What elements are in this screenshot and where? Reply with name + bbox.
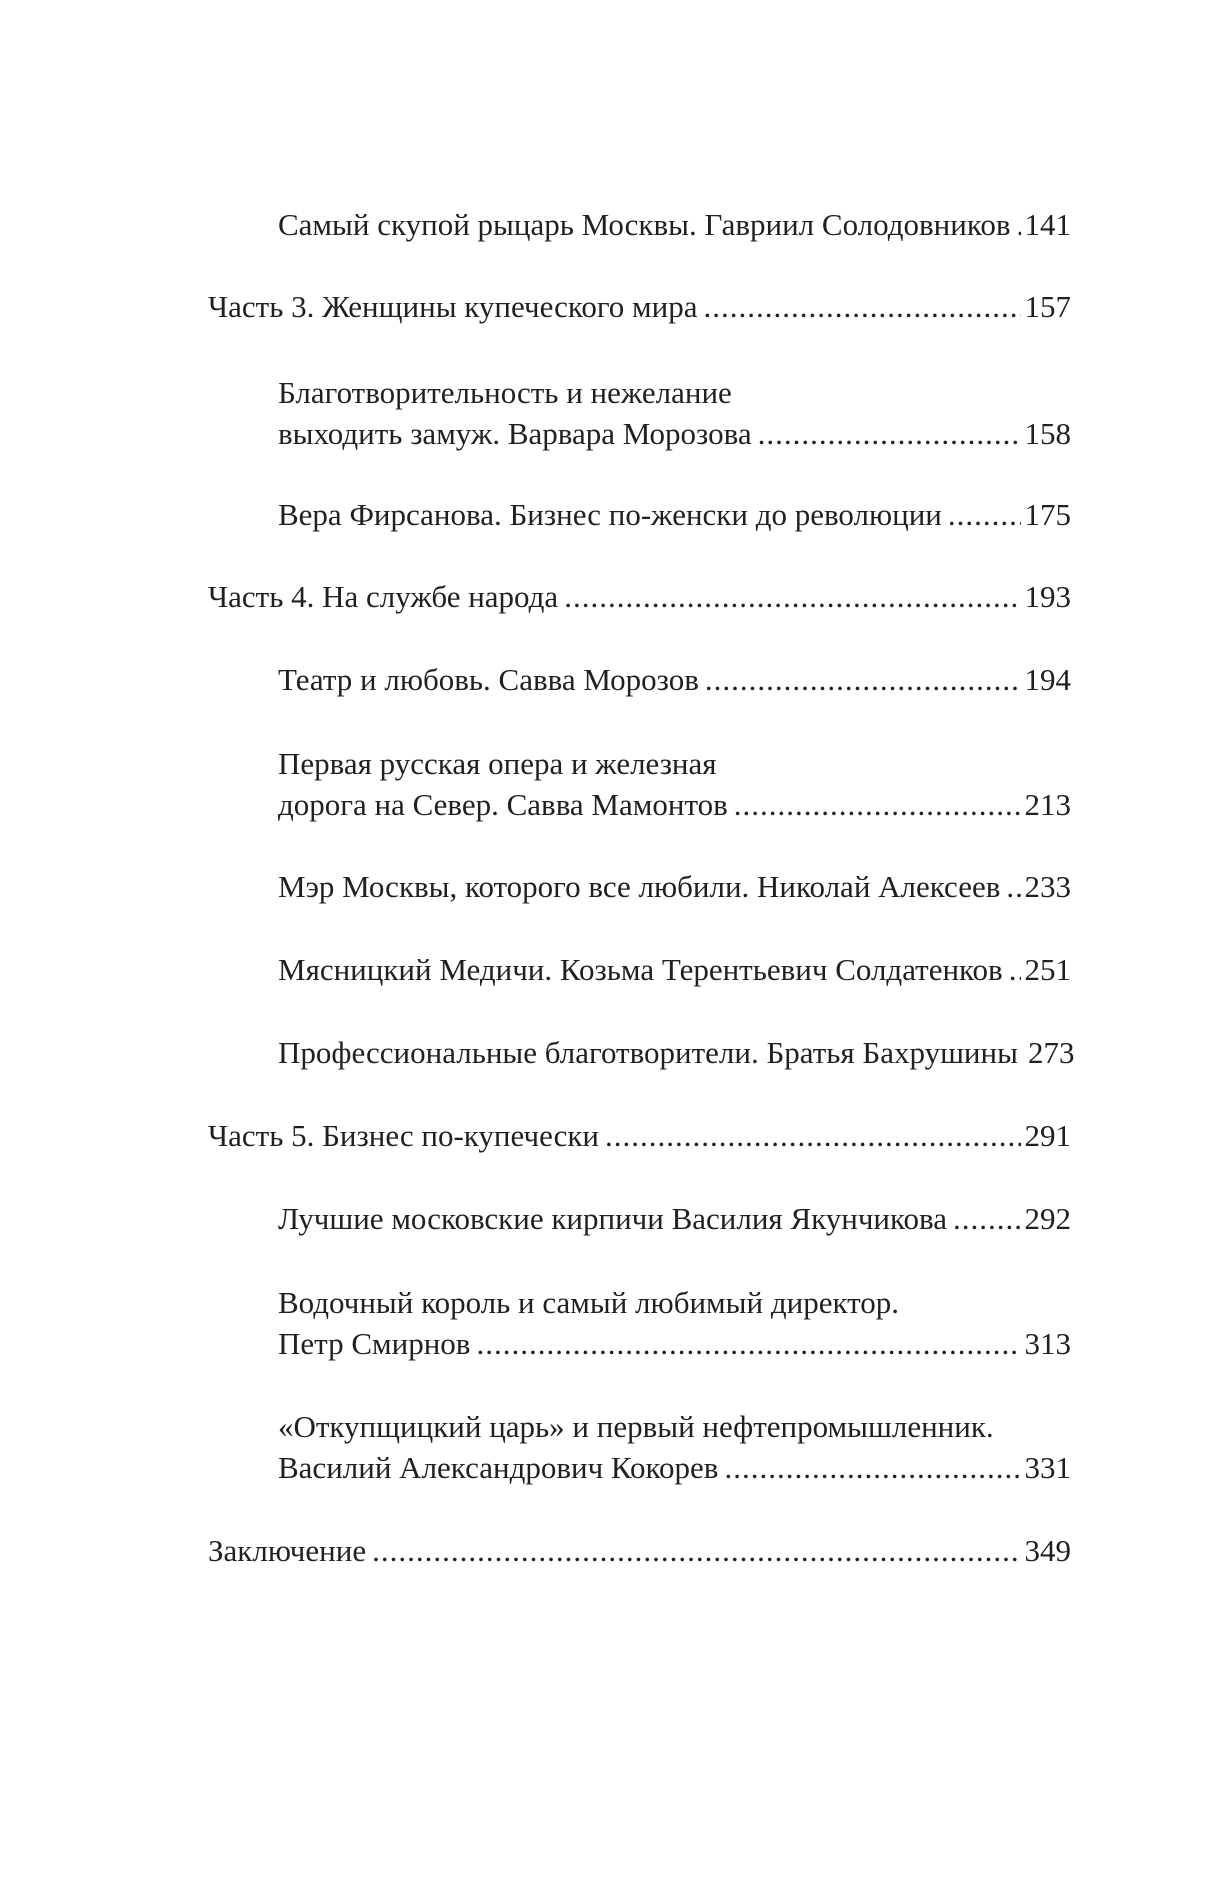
toc-title: Петр Смирнов bbox=[278, 1326, 471, 1361]
toc-line bbox=[278, 1447, 1071, 1488]
toc-page-number: 193 bbox=[1024, 579, 1071, 614]
toc-title: Профессиональные благотворители. Братья Бахрушины bbox=[278, 1035, 1018, 1070]
toc-page-number: 331 bbox=[1024, 1450, 1071, 1485]
toc-line bbox=[278, 494, 1071, 535]
toc-line bbox=[278, 413, 1071, 454]
toc-entry-part bbox=[208, 286, 1071, 327]
dot-leader bbox=[724, 1447, 1020, 1488]
toc-page-number: 157 bbox=[1024, 289, 1071, 324]
toc-page-number: 213 bbox=[1024, 787, 1071, 822]
toc-page-number: 313 bbox=[1024, 1326, 1071, 1361]
toc-title: Часть 4. На службе народа bbox=[208, 579, 559, 614]
toc-entry-part bbox=[208, 1115, 1071, 1156]
toc-entry-chapter bbox=[278, 743, 1071, 825]
dot-leader bbox=[953, 1198, 1021, 1239]
toc-line bbox=[278, 949, 1071, 990]
toc-title: Заключение bbox=[208, 1533, 367, 1568]
toc-line bbox=[208, 576, 1071, 617]
toc-page-number: 141 bbox=[1024, 207, 1071, 242]
toc-page-number: 291 bbox=[1024, 1118, 1071, 1153]
toc-title: Самый скупой рыцарь Москвы. Гавриил Солодовников bbox=[278, 207, 1011, 242]
toc-line bbox=[208, 1530, 1071, 1571]
toc-line bbox=[278, 866, 1071, 907]
dot-leader bbox=[1016, 204, 1020, 245]
toc-title: Вера Фирсанова. Бизнес по-женски до революции bbox=[278, 497, 942, 532]
toc-title-first-line: Водочный король и самый любимый директор. bbox=[278, 1285, 899, 1320]
dot-leader bbox=[1006, 866, 1020, 907]
toc-line bbox=[278, 1198, 1071, 1239]
dot-leader bbox=[476, 1323, 1020, 1364]
toc-title: выходить замуж. Варвара Морозова bbox=[278, 416, 752, 451]
toc-title: Мясницкий Медичи. Козьма Терентьевич Солдатенков bbox=[278, 952, 1003, 987]
toc-page-number: 158 bbox=[1024, 416, 1071, 451]
toc-line bbox=[278, 659, 1071, 700]
toc-entry-chapter bbox=[278, 949, 1071, 990]
toc-title: Василий Александрович Кокорев bbox=[278, 1450, 719, 1485]
toc-entry-conclusion bbox=[208, 1530, 1071, 1571]
toc-title: Часть 3. Женщины купеческого мира bbox=[208, 289, 698, 324]
toc-page-number: 349 bbox=[1024, 1533, 1071, 1568]
toc-line bbox=[208, 1115, 1071, 1156]
dot-leader bbox=[705, 659, 1021, 700]
toc-title-first-line: «Откупщицкий царь» и первый нефтепромышленник. bbox=[278, 1409, 994, 1444]
dot-leader bbox=[948, 494, 1021, 535]
toc-entry-chapter bbox=[278, 204, 1071, 245]
toc-entry-chapter bbox=[278, 494, 1071, 535]
toc-entry-chapter bbox=[278, 866, 1071, 907]
toc-entry-chapter bbox=[278, 1282, 1071, 1364]
dot-leader bbox=[758, 413, 1021, 454]
toc-page-number: 292 bbox=[1024, 1201, 1071, 1236]
toc-entry-chapter bbox=[278, 1032, 1075, 1073]
dot-leader bbox=[564, 576, 1020, 617]
toc-title: Мэр Москвы, которого все любили. Николай Алексеев bbox=[278, 869, 1001, 904]
toc-page-number: 175 bbox=[1024, 497, 1071, 532]
toc-entry-part bbox=[208, 576, 1071, 617]
toc-line bbox=[278, 1032, 1075, 1073]
toc-entry-chapter bbox=[278, 372, 1071, 454]
toc-line bbox=[278, 204, 1071, 245]
toc-title-first-line: Первая русская опера и железная bbox=[278, 746, 717, 781]
toc-line bbox=[278, 1323, 1071, 1364]
toc-title-first-line: Благотворительность и нежелание bbox=[278, 375, 732, 410]
dot-leader bbox=[605, 1115, 1020, 1156]
toc-line bbox=[278, 784, 1071, 825]
toc-entry-chapter bbox=[278, 659, 1071, 700]
toc-page-number: 273 bbox=[1027, 1035, 1075, 1070]
toc-title: Часть 5. Бизнес по-купечески bbox=[208, 1118, 600, 1153]
dot-leader bbox=[704, 286, 1021, 327]
dot-leader bbox=[372, 1530, 1020, 1571]
toc-entry-chapter bbox=[278, 1406, 1071, 1488]
toc-page-number: 251 bbox=[1024, 952, 1071, 987]
toc-title: дорога на Север. Савва Мамонтов bbox=[278, 787, 728, 822]
toc-entry-chapter bbox=[278, 1198, 1071, 1239]
toc-line bbox=[208, 286, 1071, 327]
dot-leader bbox=[1009, 949, 1021, 990]
toc-page-number: 233 bbox=[1024, 869, 1071, 904]
dot-leader bbox=[734, 784, 1021, 825]
toc-title: Театр и любовь. Савва Морозов bbox=[278, 662, 699, 697]
toc-page-number: 194 bbox=[1024, 662, 1071, 697]
toc-title: Лучшие московские кирпичи Василия Якунчикова bbox=[278, 1201, 947, 1236]
